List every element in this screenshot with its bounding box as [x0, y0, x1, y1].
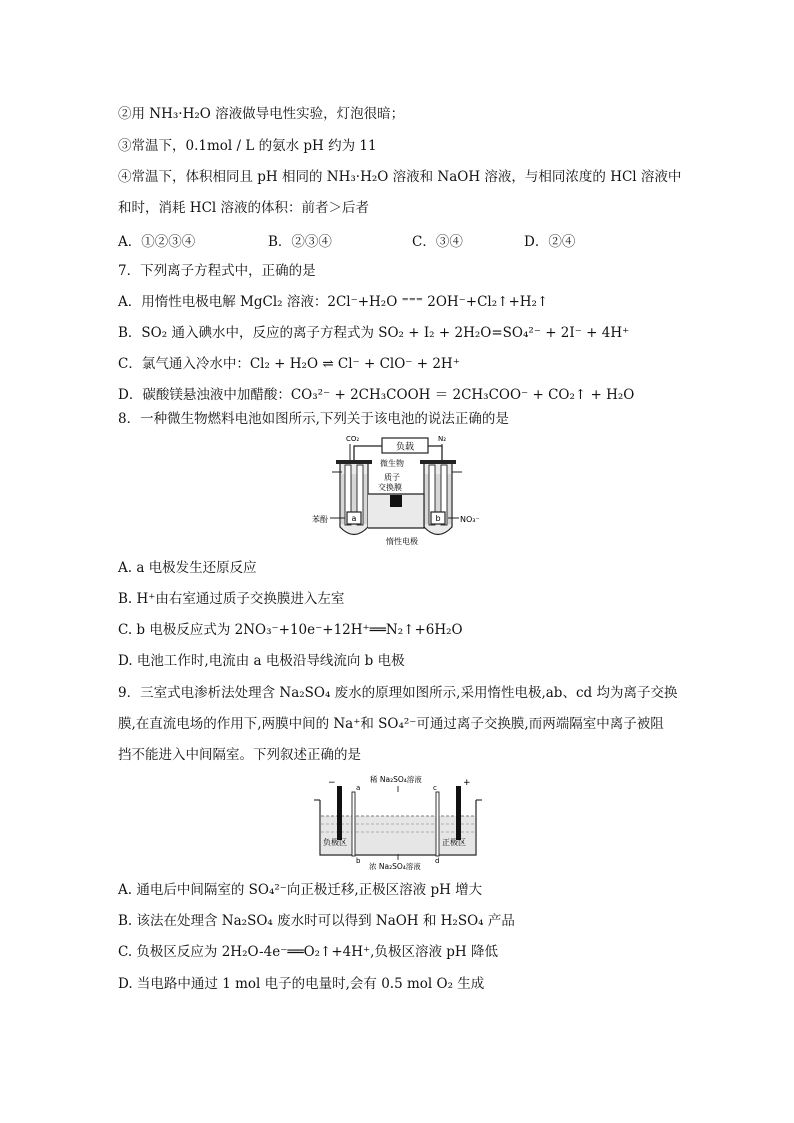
membrane-label-2: 交换膜 — [378, 483, 402, 492]
membrane-a-label: a — [356, 784, 361, 792]
q6-statement-4: ④常温下，体积相同且 pH 相同的 NH₃·H₂O 溶液和 NaOH 溶液，与相同浓度的 HCl 溶液中 — [118, 169, 682, 185]
q7-option-c: C．氯气通入冷水中：Cl₂ + H₂O ⇌ Cl⁻ + ClO⁻ + 2H⁺ — [118, 356, 460, 372]
q9-stem-line-1: 9．三室式电渗析法处理含 Na₂SO₄ 废水的原理如图所示,采用惰性电极,ab、cd 均为离子交换 — [118, 685, 678, 701]
q7-stem: 7．下列离子方程式中，正确的是 — [118, 263, 316, 279]
q7-option-d: D．碳酸镁悬浊液中加醋酸：CO₃²⁻ + 2CH₃COOH ＝ 2CH₃COO⁻ + CO₂↑ + H₂O — [118, 387, 635, 403]
membrane-d-label: d — [435, 857, 440, 865]
q9-stem-line-3: 挡不能进入中间隔室。下列叙述正确的是 — [118, 747, 361, 763]
q9-option-c: C. 负极区反应为 2H₂O-4e⁻══O₂↑+4H⁺,负极区溶液 pH 降低 — [118, 944, 498, 960]
electrodialysis-diagram — [306, 772, 490, 872]
nitrate-label: NO₃⁻ — [460, 515, 480, 524]
q6-option-c: C．③④ — [412, 234, 463, 250]
q8-option-a: A. a 电极发生还原反应 — [118, 560, 257, 576]
load-label: 负载 — [395, 442, 415, 453]
plus-sign: + — [463, 778, 471, 788]
q6-statement-2: ②用 NH₃·H₂O 溶液做导电性实验，灯泡很暗； — [118, 106, 405, 122]
q9-option-d: D. 当电路中通过 1 mol 电子的电量时,会有 0.5 mol O₂ 生成 — [118, 976, 485, 992]
q6-option-b: B．②③④ — [268, 234, 332, 250]
q9-stem-line-2: 膜,在直流电场的作用下,两膜中间的 Na⁺和 SO₄²⁻可通过离子交换膜,而两端隔室中离子被阻 — [118, 716, 664, 732]
microbe-label: 微生物 — [380, 459, 404, 468]
fuel-cell-diagram — [312, 432, 492, 550]
q7-option-b: B．SO₂ 通入碘水中，反应的离子方程式为 SO₂ + I₂ + 2H₂O=SO₄²⁻ + 2I⁻ + 4H⁺ — [118, 325, 630, 341]
q7-option-a: A．用惰性电极电解 MgCl₂ 溶液：2Cl⁻+H₂O ⁼⁼⁼ 2OH⁻+Cl₂↑+H₂↑ — [118, 294, 549, 310]
q8-option-d: D. 电池工作时,电流由 a 电极沿导线流向 b 电极 — [118, 653, 405, 669]
phenol-label: 苯酚 — [312, 515, 328, 524]
q9-option-a: A. 通电后中间隔室的 SO₄²⁻向正极迁移,正极区溶液 pH 增大 — [118, 882, 483, 898]
inert-electrode-label: 惰性电极 — [386, 537, 418, 546]
electrode-a-label: a — [351, 514, 357, 523]
electrode-b-label: b — [435, 514, 441, 523]
conc-solution-label: 浓 Na₂SO₄溶液 — [369, 862, 421, 871]
membrane-b-label: b — [356, 857, 361, 865]
dilute-solution-label: 稀 Na₂SO₄溶液 — [370, 775, 422, 784]
q6-statement-3: ③常温下，0.1mol / L 的氨水 pH 约为 11 — [118, 138, 377, 154]
minus-sign: − — [328, 778, 336, 788]
q8-option-b: B. H⁺由右室通过质子交换膜进入左室 — [118, 591, 345, 607]
q9-option-b: B. 该法在处理含 Na₂SO₄ 废水时可以得到 NaOH 和 H₂SO₄ 产品 — [118, 913, 515, 929]
positive-region-label: 正极区 — [442, 838, 466, 847]
co2-label: CO₂ — [346, 435, 360, 443]
q6-option-d: D．②④ — [524, 234, 576, 250]
negative-region-label: 负极区 — [323, 838, 347, 847]
q6-option-a: A．①②③④ — [118, 234, 196, 250]
proton-exchange-membrane — [390, 495, 402, 507]
q6-statement-4-cont: 和时，消耗 HCl 溶液的体积：前者＞后者 — [118, 200, 370, 216]
q8-option-c: C. b 电极反应式为 2NO₃⁻+10e⁻+12H⁺══N₂↑+6H₂O — [118, 622, 463, 638]
membrane-c-label: c — [433, 784, 437, 792]
n2-label: N₂ — [438, 435, 447, 443]
q8-stem: 8．一种微生物燃料电池如图所示,下列关于该电池的说法正确的是 — [118, 411, 509, 427]
membrane-label-1: 质子 — [384, 473, 400, 482]
